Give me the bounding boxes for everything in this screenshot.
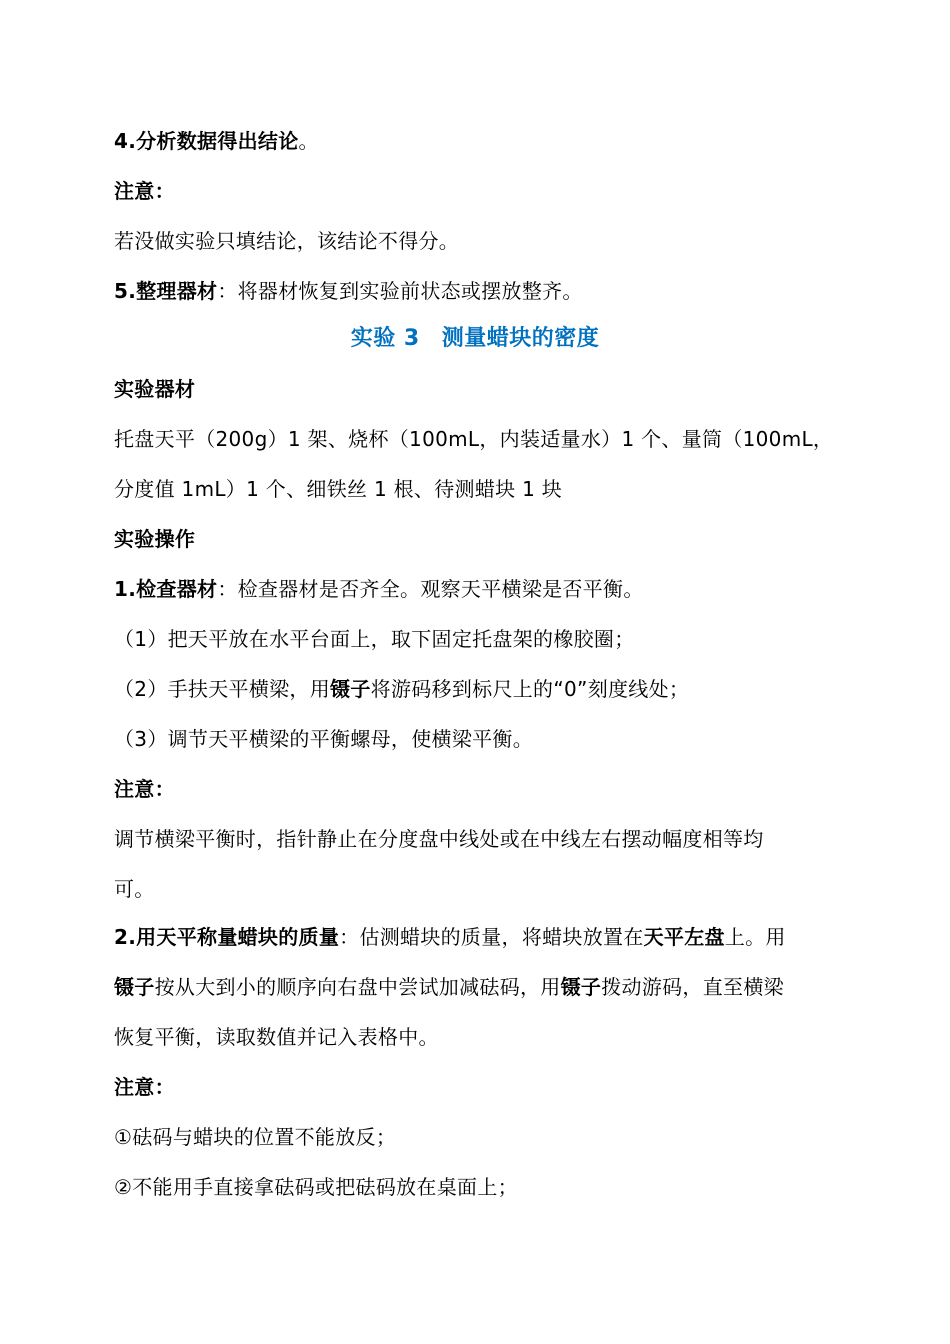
step-2-line-2	[114, 972, 784, 1002]
note-3-item-1: ①砝码与蜡块的位置不能放反；	[114, 1125, 397, 1149]
equipment-heading: 实验器材	[114, 377, 196, 401]
note-2-line-1: 调节横梁平衡时，指针静止在分度盘中线处或在中线左右摆动幅度相等均	[114, 827, 764, 851]
experiment-name: 测量蜡块的密度	[441, 326, 600, 351]
experiment-number: 实验 3	[350, 326, 420, 351]
step-1	[114, 574, 644, 604]
step-4-text: 。	[298, 129, 319, 153]
step-1-sub-2-bold: 镊子	[330, 677, 371, 701]
note-2-line-2: 可。	[114, 877, 155, 901]
step-1-sub-3: （3）调节天平横梁的平衡螺母，使横梁平衡。	[114, 727, 534, 751]
equipment-line-2: 分度值 1mL）1 个、细铁丝 1 根、待测蜡块 1 块	[114, 477, 563, 501]
step-2-line-3: 恢复平衡，读取数值并记入表格中。	[114, 1025, 439, 1049]
note-heading-2: 注意：	[114, 777, 175, 801]
step-2-bold-b: 镊子	[114, 975, 155, 999]
step-1-sub-2-b: 将游码移到标尺上的“0”刻度线处；	[370, 677, 690, 701]
operation-heading: 实验操作	[114, 527, 196, 551]
step-5-text: ：将器材恢复到实验前状态或摆放整齐。	[217, 279, 583, 303]
step-4-label: 4.分析数据得出结论	[114, 129, 299, 153]
step-2-text-d: 拨动游码，直至横梁	[601, 975, 784, 999]
step-4	[114, 126, 319, 156]
step-2-bold-c: 镊子	[560, 975, 602, 999]
step-2-text-c: 按从大到小的顺序向右盘中尝试加减砝码，用	[154, 975, 561, 999]
note-3-item-2: ②不能用手直接拿砝码或把砝码放在桌面上；	[114, 1175, 518, 1199]
note-heading-3: 注意：	[114, 1075, 175, 1099]
step-1-sub-2	[114, 674, 689, 704]
note-heading-1: 注意：	[114, 179, 175, 203]
step-5	[114, 276, 583, 306]
step-2-text-a: ：估测蜡块的质量，将蜡块放置在	[339, 925, 644, 949]
step-2-line-1	[114, 922, 786, 952]
step-2-label: 2.用天平称量蜡块的质量	[114, 925, 340, 949]
note-text-1: 若没做实验只填结论，该结论不得分。	[114, 229, 460, 253]
step-2-text-b: 上。用	[724, 925, 786, 949]
step-1-sub-2-a: （2）手扶天平横梁，用	[114, 677, 331, 701]
section-title	[0, 323, 950, 355]
equipment-line-1: 托盘天平（200g）1 架、烧杯（100mL，内装适量水）1 个、量筒（100mL，	[114, 427, 834, 451]
step-1-text: ：检查器材是否齐全。观察天平横梁是否平衡。	[217, 577, 644, 601]
step-5-label: 5.整理器材	[114, 279, 218, 303]
step-1-label: 1.检查器材	[114, 577, 218, 601]
step-1-sub-1: （1）把天平放在水平台面上，取下固定托盘架的橡胶圈；	[114, 627, 635, 651]
step-2-bold-a: 天平左盘	[643, 925, 725, 949]
